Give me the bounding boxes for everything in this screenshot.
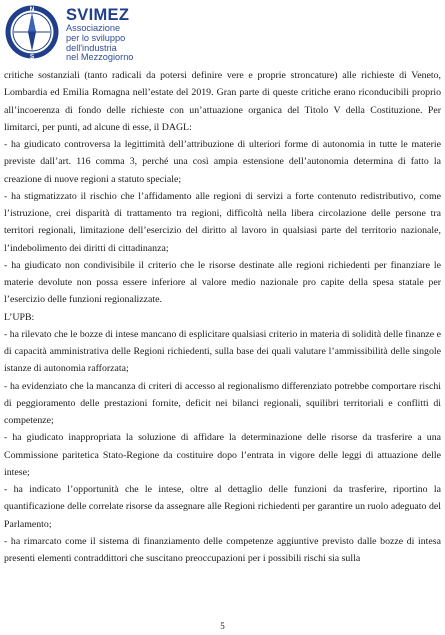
bullet-upb-1: - ha rilevato che le bozze di intese mancano di esplicitare qualsiasi criterio in materia di solidità delle finanze e di capacità amministrativa delle Regioni richiedenti, sulla base dei quali valutare l’ammissibilità delle singole istanze di autonomia rafforzata;: [4, 328, 441, 375]
bullet-dagl-3: - ha giudicato non condivisibile il criterio che le risorse destinate alle regioni richiedenti per finanziare le materie devolute non possa essere inferiore al valore medio nazionale pro capite della spesa statale per l’esercizio delle funzioni regionalizzate.: [4, 259, 441, 306]
section-label-upb: L’UPB:: [4, 311, 35, 323]
logo-subtitle-line: dell'industria: [66, 42, 117, 53]
body-text: [4, 67, 441, 567]
logo-subtitle-line: per lo sviluppo: [66, 32, 126, 43]
bullet-upb-4: - ha indicato l’opportunità che le intese, oltre al dettaglio delle funzioni da trasferire, riportino la quantificazione delle correlate risorse da assegnare alle Regioni richiedenti per garantire un ruolo adeguato del Parlamento;: [4, 484, 441, 530]
bullet-dagl-2: - ha stigmatizzato il rischio che l’affidamento alle regioni di servizi a forte contenuto redistributivo, come l’istruzione, crei disparità di trattamento tra regioni, difficoltà nella libera circolazione delle persone tra territori regionali, limitazione dell’esercizio del diritto al lavoro in qualsiasi parte del territorio nazionale, l’indebolimento dei diritti di cittadinanza;: [4, 190, 441, 254]
logo-wordmark: [66, 7, 133, 63]
logo-subtitle-line: nel Mezzogiorno: [66, 52, 134, 63]
bullet-upb-2: - ha evidenziato che la mancanza di criteri di accesso al regionalismo differenziato potrebbe comportare rischi di peggioramento delle prestazioni fornite, deficit nei bilanci regionali, squilibri territoriali e conflitti di competenze;: [4, 380, 441, 426]
bullet-dagl-1: - ha giudicato controversa la legittimità dell’attribuzione di ulteriori forme di autonomia in tutte le materie previste dall’art. 116 comma 3, perché una così ampia estensione dell’autonomia determina di fatto la creazione di nuove regioni a statuto speciale;: [4, 139, 441, 185]
bullet-upb-5: - ha rimarcato come il sistema di finanziamento delle competenze aggiuntive previsto dalle bozze di intesa presenti elementi contraddittori che suscitano preoccupazioni per i possibili rischi sia sulla: [4, 535, 441, 564]
compass-logo-icon: [4, 4, 60, 60]
compass-letter-n: N: [29, 6, 35, 14]
bullet-upb-3: - ha giudicato inappropriata la soluzione di affidare la determinazione delle risorse da trasferire a una Commissione paritetica Stato-Regione da costituire dopo l’entrata in vigore delle leggi di attuazione delle intese;: [4, 432, 441, 478]
page-number: 5: [220, 621, 225, 631]
paragraph-intro: critiche sostanziali (tanto radicali da potersi definire vere e proprie stroncature) alle richieste di Veneto, Lombardia ed Emilia Romagna nell’estate del 2019. Gran parte di queste critiche erano riconducibili proprio all’incoerenza di fondo delle richieste con un’attuazione organica del Titolo V della Costituzione. Per limitarci, per punti, ad alcune di esse, il DAGL:: [4, 70, 441, 133]
header: [4, 4, 134, 63]
logo-subtitle-line: Associazione: [66, 23, 121, 34]
compass-letter-s: S: [29, 53, 35, 60]
logo-title: SVIMEZ: [66, 6, 130, 24]
